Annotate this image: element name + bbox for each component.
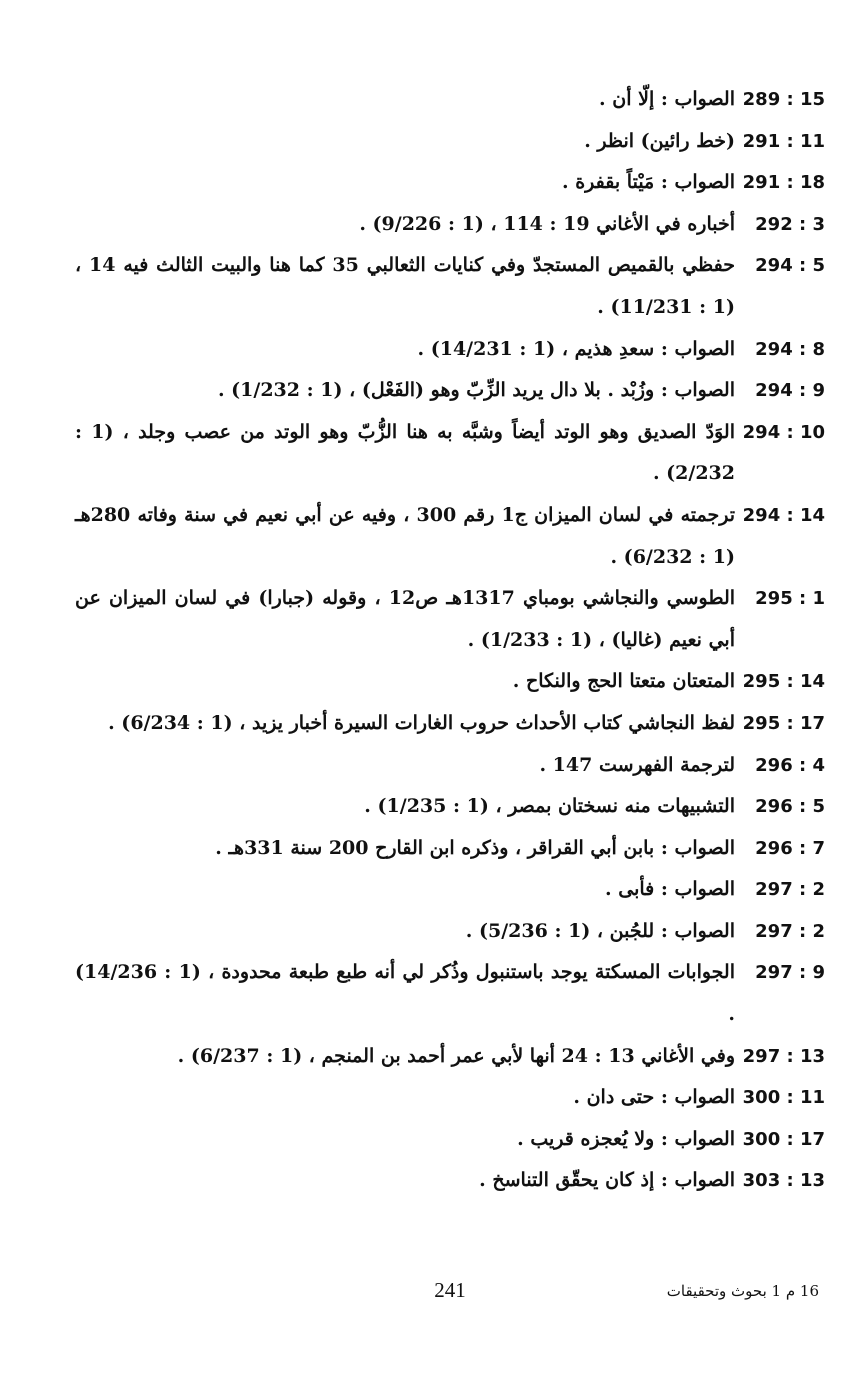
page-line-reference: 300 : 11 xyxy=(742,1087,825,1109)
correction-text: لترجمة الفهرست 147 . xyxy=(539,753,735,776)
correction-entry xyxy=(75,869,825,911)
page-line-reference: 295 : 17 xyxy=(742,712,825,734)
correction-text: أخباره في الأغاني 19 : 114 ، (1 : 9/226) . xyxy=(359,212,735,235)
page-line-reference: 291 : 18 xyxy=(742,172,825,194)
correction-entry xyxy=(75,661,825,703)
correction-entry xyxy=(75,329,825,371)
correction-entry xyxy=(75,745,825,787)
page-line-reference: 296 : 5 xyxy=(755,796,825,818)
correction-text: الصواب : إلّا أن . xyxy=(599,88,735,110)
page-line-reference: 297 : 2 xyxy=(755,879,825,901)
correction-text: حفظي بالقميص المستجدّ وفي كنايات الثعالبي 35 كما هنا والبيت الثالث فيه 14 ، (1 : 11/231) . xyxy=(75,254,735,318)
correction-text: الصواب : بابن أبي القراقر ، وذكره ابن القارح 200 سنة 331هـ . xyxy=(215,836,735,859)
page-line-reference: 297 : 2 xyxy=(755,920,825,942)
correction-text: لفظ النجاشي كتاب الأحداث حروب الغارات السيرة أخبار يزيد ، (1 : 6/234) . xyxy=(108,711,735,734)
correction-text: وفي الأغاني 13 : 24 أنها لأبي عمر أحمد بن المنجم ، (1 : 6/237) . xyxy=(177,1044,735,1067)
correction-entry xyxy=(75,1119,825,1161)
correction-entry xyxy=(75,828,825,870)
correction-entry xyxy=(75,204,825,246)
correction-text: الصواب : فأبى . xyxy=(605,878,735,901)
page-line-reference: 300 : 17 xyxy=(742,1128,825,1150)
page-line-reference: 296 : 7 xyxy=(755,837,825,859)
correction-text: الصواب : إذ كان يحقّق التناسخ . xyxy=(479,1169,735,1192)
correction-entry xyxy=(75,495,825,578)
correction-list xyxy=(75,79,825,1202)
correction-text: الطوسي والنجاشي بومباي 1317هـ ص12 ، وقوله (جبارا) في لسان الميزان عن أبي نعيم (غاليا) ، (1 : 1/233) . xyxy=(75,587,736,651)
page-line-reference: 296 : 4 xyxy=(755,754,825,776)
correction-entry xyxy=(75,578,825,661)
correction-text: الوَدّ الصديق وهو الوتد أيضاً وشبَّه به هنا الزُّبّ وهو الوتد من عصب وجلد ، (1 : 2/232) . xyxy=(75,420,735,485)
correction-text: الصواب : للجُبن ، (1 : 5/236) . xyxy=(465,919,735,942)
correction-entry xyxy=(75,952,825,1035)
correction-text: (خط رائين) انظر . xyxy=(584,129,735,152)
correction-entry xyxy=(75,79,825,121)
page-line-reference: 294 : 10 xyxy=(742,421,825,443)
page-number: 241 xyxy=(434,1278,466,1302)
correction-text: المتعتان متعتا الحج والنكاح . xyxy=(512,670,735,693)
correction-entry xyxy=(75,121,825,163)
page-line-reference: 303 : 13 xyxy=(742,1170,825,1192)
correction-text: التشبيهات منه نسختان بمصر ، (1 : 1/235) . xyxy=(364,795,735,818)
page-line-reference: 294 : 14 xyxy=(742,504,825,526)
page-line-reference: 294 : 9 xyxy=(755,380,825,402)
page-line-reference: 295 : 14 xyxy=(742,671,825,693)
correction-text: الصواب : حتى دان . xyxy=(573,1086,735,1109)
correction-entry xyxy=(75,911,825,953)
page-line-reference: 294 : 8 xyxy=(755,338,825,360)
correction-text: الصواب : ولا يُعجزه قريب . xyxy=(517,1127,735,1150)
correction-entry xyxy=(75,370,825,412)
correction-entry xyxy=(75,786,825,828)
correction-entry xyxy=(75,162,825,204)
page-line-reference: 297 : 13 xyxy=(742,1045,825,1067)
correction-text: الصواب : مَيْتاً بقفرة . xyxy=(562,171,735,194)
page-line-reference: 294 : 5 xyxy=(755,255,825,277)
correction-text: الصواب : سعدِ هذيم ، (1 : 14/231) . xyxy=(417,337,735,360)
page-line-reference: 289 : 15 xyxy=(742,89,825,110)
page-line-reference: 295 : 1 xyxy=(755,588,825,610)
correction-entry xyxy=(75,412,825,495)
correction-text: الصواب : وزُبْد . بلا دال يريد الزِّبّ وهو (الفَعْل) ، (1 : 1/232) . xyxy=(217,379,735,402)
page-line-reference: 291 : 11 xyxy=(742,130,825,152)
correction-entry xyxy=(75,703,825,745)
page-footer xyxy=(0,1276,867,1310)
running-footer: 16 م 1 بحوث وتحقيقات xyxy=(666,1282,819,1300)
page-line-reference: 297 : 9 xyxy=(755,962,825,984)
correction-entry xyxy=(75,1077,825,1119)
correction-entry xyxy=(75,245,825,328)
page-line-reference: 292 : 3 xyxy=(755,213,825,235)
correction-entry xyxy=(75,1160,825,1202)
correction-text: الجوابات المسكتة يوجد باستنبول وذُكر لي أنه طبع طبعة محدودة ، (1 : 14/236) . xyxy=(75,961,735,1026)
correction-entry xyxy=(75,1036,825,1078)
correction-text: ترجمته في لسان الميزان ج1 رقم 300 ، وفيه عن أبي نعيم في سنة وفاته 280هـ (1 : 6/232) . xyxy=(75,503,735,568)
